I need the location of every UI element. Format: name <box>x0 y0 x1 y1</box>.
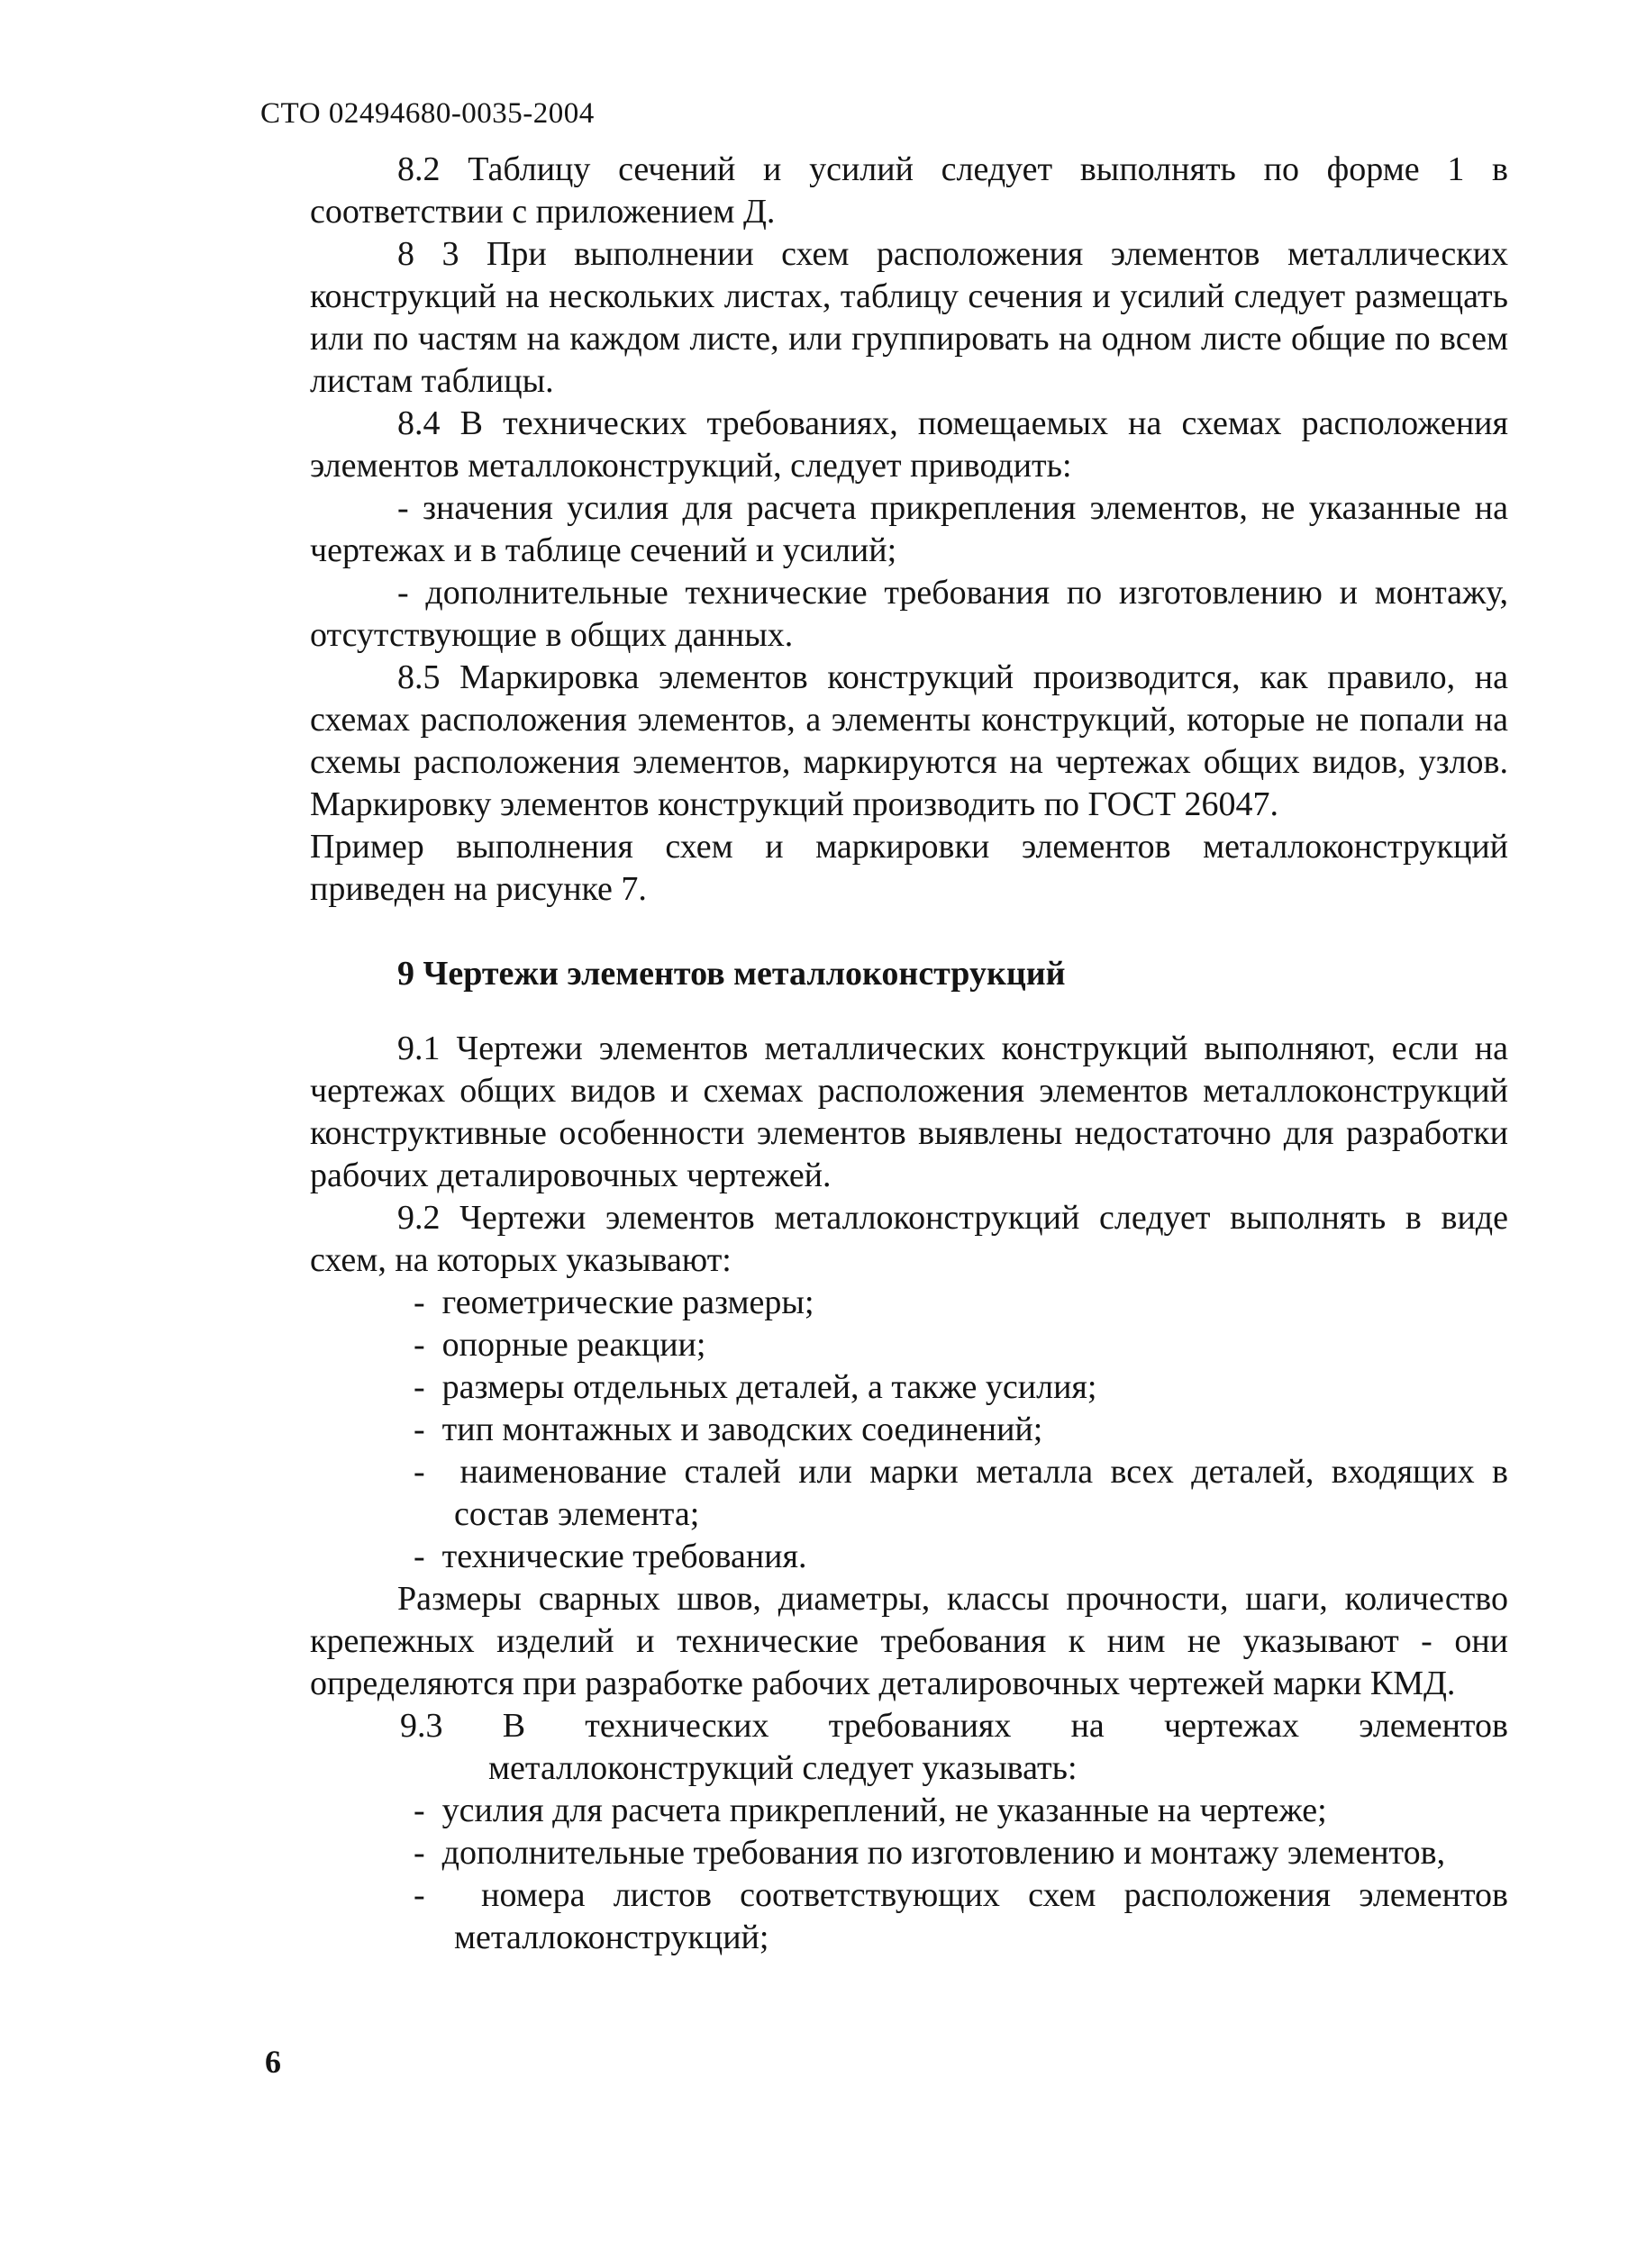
page-number: 6 <box>265 2044 281 2080</box>
paragraph-8-4: 8.4 В технических требованиях, помещаемых на схемах расположения элементов металлоконструкций, следует приводить: <box>310 404 1508 485</box>
list-item: - геометрические размеры; <box>414 1284 814 1321</box>
list-item: - номера листов соответствующих схем расположения элементов металлоконструкций; <box>414 1876 1508 1956</box>
list-item: - усилия для расчета прикреплений, не указанные на чертеже; <box>414 1792 1327 1829</box>
list-item: - тип монтажных и заводских соединений; <box>414 1411 1043 1448</box>
example-paragraph: Пример выполнения схем и маркировки элементов металлоконструкций приведен на рисунке 7. <box>310 828 1508 908</box>
document-code-header: СТО 02494680-0035-2004 <box>260 97 595 130</box>
paragraph-9-2-note: Размеры сварных швов, диаметры, классы прочности, шаги, количество крепежных изделий и технические требования к ним не указывают - они определяются при разработке рабочих деталировочных чертежей марки КМД. <box>310 1580 1508 1702</box>
list-item: - размеры отдельных деталей, а также усилия; <box>414 1368 1097 1406</box>
list-item: - технические требования. <box>414 1538 807 1575</box>
page-body <box>310 149 1508 1959</box>
list-item-8-4-2: - дополнительные технические требования по изготовлению и монтажу, отсутствующие в общих данных. <box>310 574 1508 654</box>
list-item-8-4-1: - значения усилия для расчета прикрепления элементов, не указанные на чертежах и в таблице сечений и усилий; <box>310 489 1508 569</box>
section-9-heading: 9 Чертежи элементов металлоконструкций <box>397 955 1066 993</box>
list-item: - опорные реакции; <box>414 1326 706 1364</box>
list-item: - наименование сталей или марки металла всех деталей, входящих в состав элемента; <box>414 1453 1508 1533</box>
list-item: - дополнительные требования по изготовлению и монтажу элементов, <box>414 1834 1446 1872</box>
paragraph-8-3: 8 3 При выполнении схем расположения элементов металлических конструкций на нескольких листах, таблицу сечения и усилий следует размещать или по частям на каждом листе, или группировать на одном листе общие по всем листам таблицы. <box>310 235 1508 400</box>
paragraph-9-1: 9.1 Чертежи элементов металлических конструкций выполняют, если на чертежах общих видов и схемах расположения элементов металлоконструкций конструктивные особенности элементов выявлены недостаточно для разработки рабочих деталировочных чертежей. <box>310 1030 1508 1194</box>
paragraph-8-5: 8.5 Маркировка элементов конструкций производится, как правило, на схемах расположения элементов, а элементы конструкций, которые не попали на схемы расположения элементов, маркируются на чертежах общих видов, узлов. Маркировку элементов конструкций производить по ГОСТ 26047. <box>310 658 1508 823</box>
paragraph-9-3-continuation: металлоконструкций следует указывать: <box>488 1749 1078 1787</box>
paragraph-9-3-first-line: 9.3 В технических требованиях на чертежах элементов <box>400 1707 1508 1745</box>
paragraph-9-2: 9.2 Чертежи элементов металлоконструкций следует выполнять в виде схем, на которых указывают: <box>310 1199 1508 1279</box>
paragraph-8-2: 8.2 Таблицу сечений и усилий следует выполнять по форме 1 в соответствии с приложением Д. <box>310 150 1508 231</box>
list-9-3 <box>310 1790 1508 1959</box>
list-9-2 <box>310 1282 1508 1578</box>
